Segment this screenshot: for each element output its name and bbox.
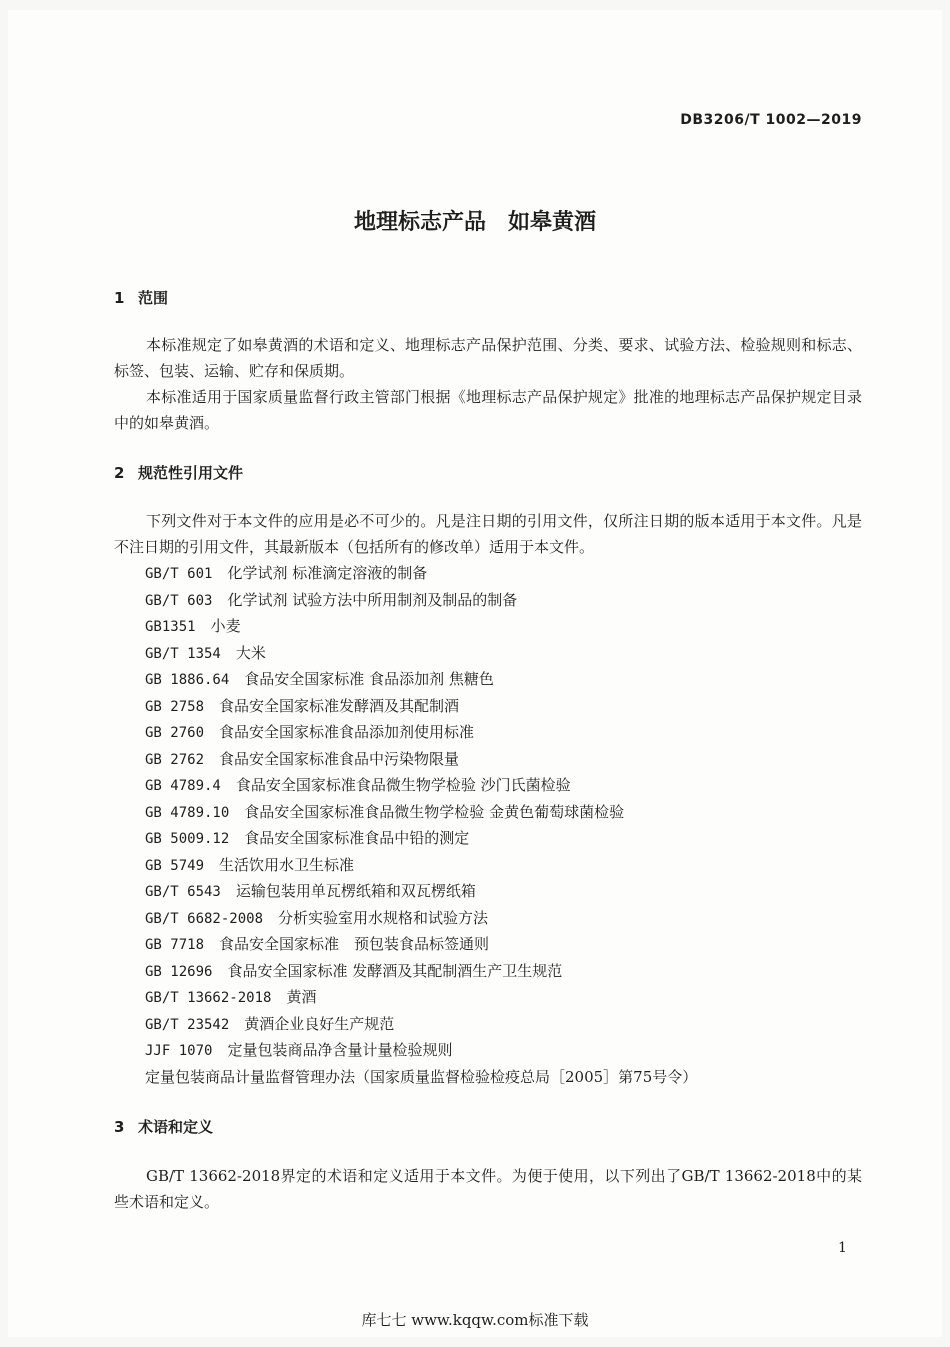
reference-code: GB 4789.10 <box>145 804 230 821</box>
section-1-heading <box>114 287 168 308</box>
reference-code: GB/T 23542 <box>145 1016 230 1033</box>
reference-code: GB 5749 <box>145 857 205 874</box>
reference-item <box>145 587 697 614</box>
reference-title: 黄酒企业良好生产规范 <box>244 1014 395 1033</box>
reference-code: GB 12696 <box>145 963 213 980</box>
reference-code: GB 1886.64 <box>145 672 230 688</box>
section-number: 1 <box>114 289 125 307</box>
reference-item <box>145 1037 697 1064</box>
reference-item <box>145 746 697 773</box>
reference-item <box>145 1064 697 1091</box>
reference-item <box>145 852 697 879</box>
reference-title: 生活饮用水卫生标准 <box>219 855 355 874</box>
reference-item <box>145 666 697 693</box>
reference-title: 黄酒 <box>286 988 317 1006</box>
section-number: 2 <box>114 464 125 482</box>
reference-title: 定量包装商品计量监督管理办法（国家质量监督检验检疫总局［2005］第75号令） <box>145 1067 698 1086</box>
reference-item <box>145 772 697 799</box>
reference-item <box>145 640 697 667</box>
section-title: 术语和定义 <box>138 1118 214 1136</box>
section-number: 3 <box>114 1118 125 1136</box>
reference-item <box>145 958 697 985</box>
section-2-intro: 下列文件对于本文件的应用是必不可少的。凡是注日期的引用文件，仅所注日期的版本适用于本文件。凡是不注日期的引用文件，其最新版本（包括所有的修改单）适用于本文件。 <box>114 512 862 556</box>
reference-title: 食品安全国家标准食品微生物学检验 沙门氏菌检验 <box>235 776 571 794</box>
section-2-heading <box>114 462 243 483</box>
reference-title: 化学试剂 试验方法中所用制剂及制品的制备 <box>227 590 518 609</box>
reference-title: 食品安全国家标准 预包装食品标签通则 <box>219 935 490 953</box>
reference-code: GB 4789.4 <box>145 778 221 794</box>
section-title: 范围 <box>138 289 169 307</box>
reference-title: 食品安全国家标准食品添加剂使用标准 <box>219 723 475 741</box>
reference-title: 分析实验室用水规格和试验方法 <box>278 908 489 927</box>
reference-code: GB 2758 <box>145 698 205 715</box>
reference-code: GB 5009.12 <box>145 831 230 847</box>
section-3-paragraph: GB/T 13662-2018界定的术语和定义适用于本文件。为便于使用，以下列出了GB/T 13662-2018中的某些术语和定义。 <box>114 1167 862 1211</box>
reference-code: GB/T 6543 <box>145 884 221 900</box>
normative-references-list <box>145 560 697 1090</box>
footer-watermark: 库七七 www.kqqw.com标准下载 <box>361 1311 589 1329</box>
reference-code: GB/T 6682-2008 <box>145 910 264 927</box>
reference-code: GB/T 13662-2018 <box>145 990 272 1006</box>
reference-title: 食品安全国家标准食品中污染物限量 <box>219 749 460 768</box>
reference-title: 食品安全国家标准食品中铅的测定 <box>244 829 470 847</box>
reference-code: GB/T 603 <box>145 592 213 609</box>
reference-title: 定量包装商品净含量计量检验规则 <box>227 1041 453 1059</box>
reference-item <box>145 905 697 932</box>
document-code: DB3206/T 1002—2019 <box>680 112 862 128</box>
reference-title: 化学试剂 标准滴定溶液的制备 <box>227 564 428 582</box>
reference-item <box>145 560 697 587</box>
reference-code: GB 2760 <box>145 725 205 741</box>
reference-item <box>145 825 697 852</box>
reference-code: JJF 1070 <box>145 1043 213 1059</box>
reference-title: 大米 <box>235 643 266 662</box>
reference-title: 食品安全国家标准食品微生物学检验 金黄色葡萄球菌检验 <box>244 802 625 821</box>
reference-code: GB 7718 <box>145 937 205 953</box>
reference-item <box>145 719 697 746</box>
reference-item <box>145 984 697 1011</box>
reference-code: GB/T 1354 <box>145 645 221 662</box>
reference-title: 小麦 <box>210 617 241 635</box>
reference-item <box>145 931 697 958</box>
reference-title: 运输包装用单瓦楞纸箱和双瓦楞纸箱 <box>235 882 476 900</box>
reference-title: 食品安全国家标准发酵酒及其配制酒 <box>219 696 460 715</box>
document-title: 地理标志产品 如皋黄酒 <box>353 210 596 235</box>
reference-code: GB 2762 <box>145 751 205 768</box>
section-3-heading <box>114 1116 213 1137</box>
reference-item <box>145 613 697 640</box>
reference-item <box>145 1011 697 1038</box>
reference-title: 食品安全国家标准 食品添加剂 焦糖色 <box>244 670 494 688</box>
reference-item <box>145 693 697 720</box>
reference-item <box>145 878 697 905</box>
section-1-paragraph-2: 本标准适用于国家质量监督行政主管部门根据《地理标志产品保护规定》批准的地理标志产品保护规定目录中的如皋黄酒。 <box>114 388 862 432</box>
reference-item <box>145 799 697 826</box>
page-number: 1 <box>838 1240 847 1256</box>
section-1-paragraph-1: 本标准规定了如皋黄酒的术语和定义、地理标志产品保护范围、分类、要求、试验方法、检验规则和标志、标签、包装、运输、贮存和保质期。 <box>114 336 862 380</box>
reference-code: GB/T 601 <box>145 566 213 582</box>
reference-code: GB1351 <box>145 619 196 635</box>
reference-title: 食品安全国家标准 发酵酒及其配制酒生产卫生规范 <box>227 961 563 980</box>
section-title: 规范性引用文件 <box>138 464 244 482</box>
